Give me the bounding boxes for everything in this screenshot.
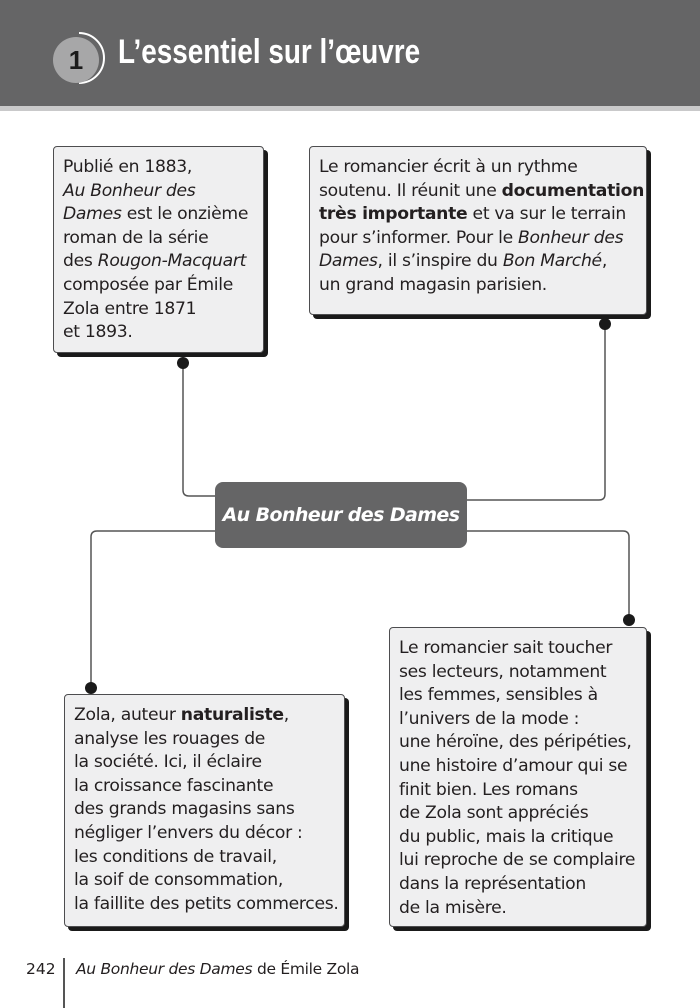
text-run: négliger l’envers du décor : xyxy=(74,822,303,843)
text-run: les conditions de travail, xyxy=(74,846,277,867)
text-run: la soif de consommation, xyxy=(74,870,284,891)
text-run: Zola entre 1871 xyxy=(63,298,197,319)
connector-dot-naturalism xyxy=(85,682,97,694)
central-node: Au Bonheur des Dames xyxy=(215,482,467,548)
text-line xyxy=(319,227,638,251)
italic-text: Bonheur des xyxy=(518,227,624,248)
text-run: Le romancier sait toucher xyxy=(399,638,613,658)
text-line xyxy=(399,708,638,732)
connector-dot-documentation xyxy=(599,318,611,330)
text-line xyxy=(399,684,638,708)
text-run: une histoire d’amour qui se xyxy=(399,755,628,776)
text-line xyxy=(63,156,255,180)
text-run: Le romancier écrit à un rythme xyxy=(319,157,578,177)
section-number-badge: 1 xyxy=(53,37,99,83)
text-line xyxy=(399,731,638,755)
text-run: roman de la série xyxy=(63,227,209,248)
info-box-naturalism xyxy=(64,694,345,927)
text-line xyxy=(63,274,255,298)
text-run: et va sur le terrain xyxy=(467,204,627,225)
text-line xyxy=(74,869,336,893)
text-line xyxy=(319,180,645,204)
text-line xyxy=(63,321,255,345)
bold-text: documentation xyxy=(501,180,645,201)
text-line xyxy=(399,779,638,803)
italic-text: Dames xyxy=(63,204,122,225)
text-line xyxy=(74,728,336,752)
text-run: , xyxy=(601,251,607,272)
text-line xyxy=(63,203,255,227)
text-run: pour s’informer. Pour le xyxy=(319,227,519,248)
text-line xyxy=(319,250,638,274)
text-line xyxy=(399,802,638,826)
italic-text: Dames xyxy=(319,251,378,272)
text-line xyxy=(63,227,255,251)
text-run: dans la représentation xyxy=(399,873,586,894)
italic-text: Au Bonheur des xyxy=(63,180,196,201)
text-run: des xyxy=(63,251,98,272)
text-run: la faillite des petits commerces. xyxy=(74,893,339,914)
text-run: une héroïne, des péripéties, xyxy=(399,732,632,753)
connector-readers xyxy=(467,531,629,620)
text-run: , il s’inspire du xyxy=(377,251,503,272)
text-run: Zola, auteur xyxy=(74,705,181,725)
bold-text: très importante xyxy=(319,204,468,225)
running-footer xyxy=(76,960,359,978)
text-line xyxy=(399,826,638,850)
info-box-documentation xyxy=(309,146,647,315)
text-line xyxy=(319,156,638,180)
text-run: finit bien. Les romans xyxy=(399,779,578,800)
italic-text: Bon Marché xyxy=(502,251,602,272)
text-line xyxy=(63,180,255,204)
text-line xyxy=(399,897,638,921)
text-line xyxy=(63,250,255,274)
text-line xyxy=(319,274,638,298)
text-run: un grand magasin parisien. xyxy=(319,274,547,295)
footer-book-title: Au Bonheur des Dames xyxy=(76,960,253,978)
text-run: ses lecteurs, notamment xyxy=(399,661,607,682)
connector-dot-readers xyxy=(623,614,635,626)
text-line xyxy=(74,822,336,846)
text-line xyxy=(399,873,638,897)
connector-publication xyxy=(183,364,215,496)
text-run: la croissance fascinante xyxy=(74,775,274,796)
text-run: de Zola sont appréciés xyxy=(399,803,589,824)
text-run: la société. Ici, il éclaire xyxy=(74,752,262,773)
text-line xyxy=(63,298,255,322)
page-number: 242 xyxy=(26,960,56,978)
info-box-publication xyxy=(53,146,264,353)
text-line xyxy=(399,755,638,779)
text-run: et 1893. xyxy=(63,322,133,343)
text-run: les femmes, sensibles à xyxy=(399,685,598,706)
text-line xyxy=(319,203,638,227)
bold-text: naturaliste xyxy=(180,705,284,725)
text-run: , xyxy=(283,705,289,725)
text-run: l’univers de la mode : xyxy=(399,708,580,729)
text-line xyxy=(399,661,638,685)
text-run: Publié en 1883, xyxy=(63,157,193,177)
connector-naturalism xyxy=(91,531,215,688)
text-run: est le onzième xyxy=(121,204,249,225)
connector-dot-publication xyxy=(177,357,189,369)
connector-documentation xyxy=(467,324,605,500)
footer-divider xyxy=(63,958,65,1008)
footer-byline: de Émile Zola xyxy=(252,960,360,978)
text-run: du public, mais la critique xyxy=(399,826,614,847)
page-title: L’essentiel sur l’œuvre xyxy=(118,33,421,71)
text-run: des grands magasins sans xyxy=(74,799,295,820)
text-run: analyse les rouages de xyxy=(74,728,266,749)
text-line xyxy=(74,893,339,917)
text-run: lui reproche de se complaire xyxy=(399,850,636,871)
text-run: soutenu. Il réunit une xyxy=(319,180,502,201)
italic-text: Rougon-Macquart xyxy=(97,251,247,272)
text-line xyxy=(74,798,336,822)
text-line xyxy=(399,849,638,873)
text-line xyxy=(399,637,638,661)
text-line xyxy=(74,751,336,775)
info-box-readers xyxy=(389,627,647,927)
text-line xyxy=(74,704,336,728)
text-run: de la misère. xyxy=(399,897,507,918)
text-run: composée par Émile xyxy=(63,274,233,295)
text-line xyxy=(74,846,336,870)
text-line xyxy=(74,775,336,799)
